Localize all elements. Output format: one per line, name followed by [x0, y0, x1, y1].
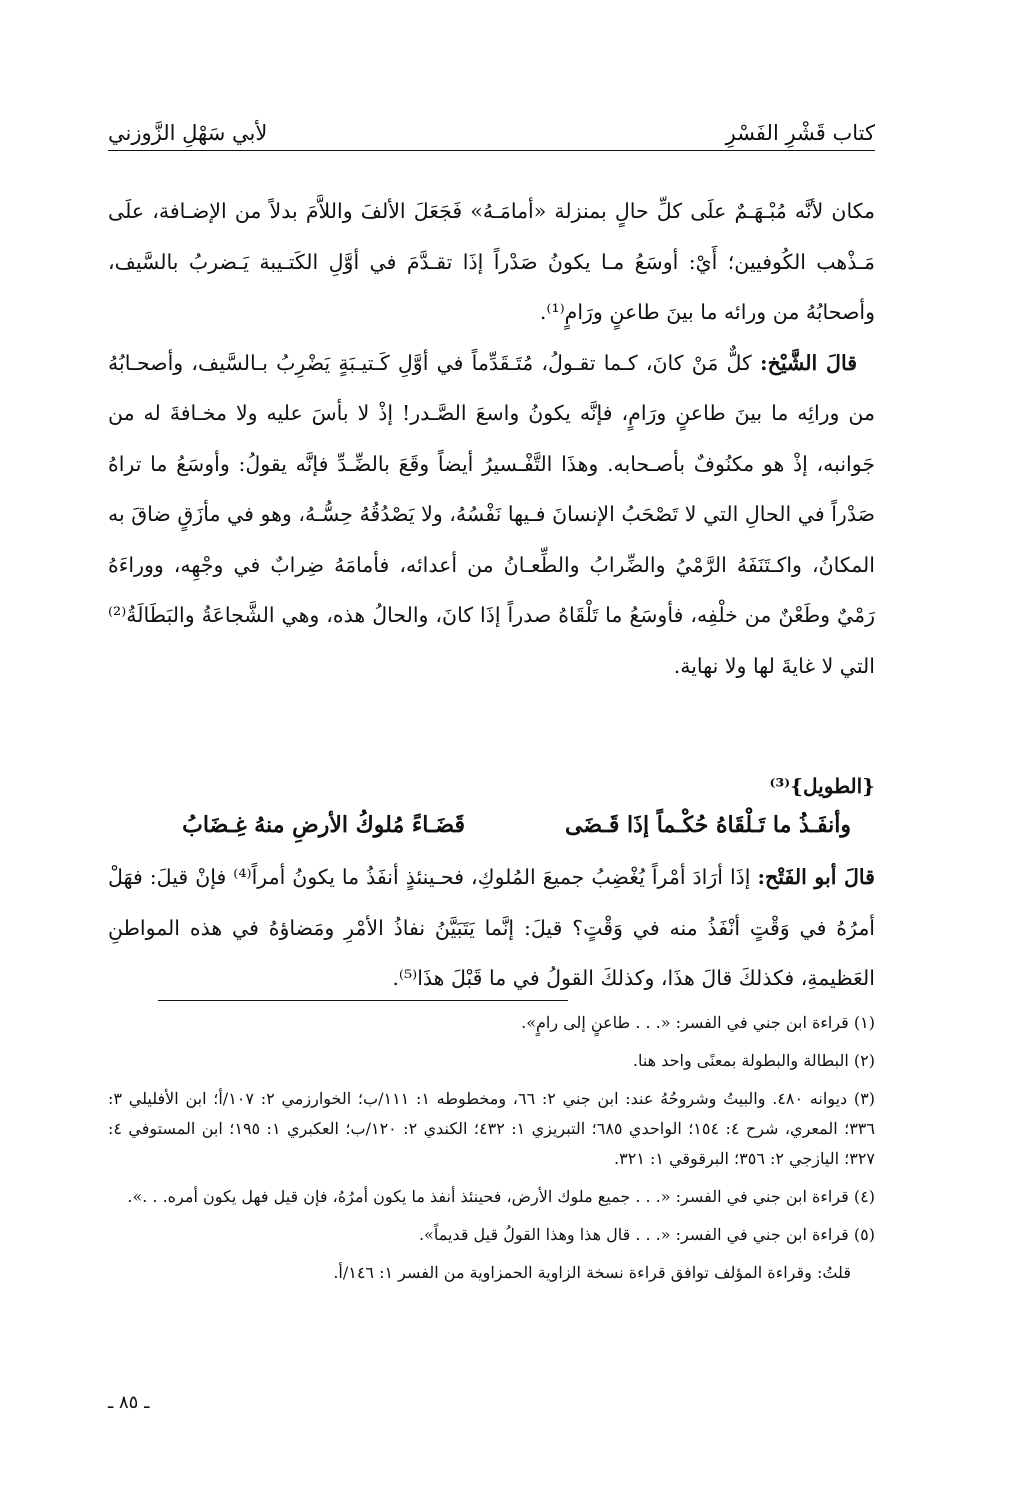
- page-number: ـ ٨٥ ـ: [108, 1392, 150, 1413]
- commentary: [108, 852, 875, 1004]
- verse-line: [108, 800, 875, 850]
- author-name: لأبي سَهْلِ الزَّوزني: [108, 121, 268, 145]
- verse-hemistich-1: وأنفَـذُ ما تَـلْقَاهُ حُكْـماً إذَا قَـضَى: [565, 812, 851, 838]
- commentary-paragraph: [108, 852, 875, 1004]
- running-head: [108, 108, 875, 148]
- footnote-2: (٢) البطالة والبطولة بمعنًى واحد هنا.: [632, 1051, 875, 1070]
- footnote-3: (٣) ديوانه ٤٨٠. والبيتُ وشروحُهُ عند: ابن جني ٢: ٦٦، ومخطوطه ١: ١١١/ب؛ الخوارزمي ٢: ١٠٧/أ؛ ابن الأفليلي ٣: ٣٣٦؛ المعري، شرح ٤: ١٥٤؛ الواحدي ٦٨٥؛ التبريزي ١: ٤٣٢؛ الكندي ٢: ١٢٠/ب؛ العكبري ١: ١٩٥؛ ابن المستوفي ٤: ٣٢٧؛ اليازجي ٢: ٣٥٦؛ البرقوقي ١: ٣٢١.: [108, 1089, 875, 1168]
- paragraph-1: مكان لأنَّه مُبْـهَـمٌ علَى كلِّ حالٍ بمنزلة «أمامَـهُ» فَجَعَلَ الألفَ واللاَّمَ بدلاً من الإضـافة، علَى مَـذْهب الكُوفيين؛ أَيْ: أوسَعُ مـا يكونُ صَدْراً إذَا تقـدَّمَ في أوَّلِ الكَتـيبة يَـضربُ بالسَّيف، وأصحابُهُ من ورائه ما بينَ طاعنٍ ورَامٍ⁽¹⁾.: [108, 199, 875, 324]
- paragraph-2-text: كلٌّ مَنْ كانَ، كـما تقـولُ، مُتَـقَدِّماً في أوَّلِ كَـتيـبَةٍ يَضْرِبُ بـالسَّيف، وأصحـابُهُ من ورائِه ما بينَ طاعنٍ ورَامٍ، فإنَّه يكونُ واسعَ الصَّـدر! إذْ لا بأسَ عليه ولا مخـافةَ له من جَوانبه، إذْ هو مكنُوفٌ بأصـحابه. وهذَا التَّفْـسيرُ أيضاً وقَعَ بالضِّـدِّ فإنَّه يقولُ: وأوسَعُ ما تراهُ صَدْراً في الحالِ التي لا تَصْحَبُ الإنسانَ فـيها نَفْسُهُ، ولا يَصْدُقُهُ حِسُّـهُ، وهو في مأزَقٍ ضاقَ به المكانُ، واكـتَنَفَهُ الرَّمْيُ والضِّرابُ والطِّعـانُ من أعدائه، فأمامَهُ ضِرابٌ في وجْهِه، ووراءَهُ رَمْيٌ وطَعْنٌ من خلْفِه، فأوسَعُ ما تَلْقَاهُ صدراً إذَا كانَ، والحالُ هذه، وهي الشَّجاعَةُ والبَطَالَةُ⁽²⁾ التي لا غايةَ لها ولا نهاية.: [108, 350, 875, 678]
- book-title: كتاب قَشْرِ الفَسْرِ: [725, 121, 875, 145]
- header-rule: [108, 150, 875, 151]
- commentary-speaker: قالَ أبو الفَتْح:: [757, 865, 875, 889]
- footnote-1: (١) قراءة ابن جني في الفسر: «. . . طاعنٍ إلى رامٍ».: [521, 1013, 875, 1032]
- paragraph-2: [108, 338, 875, 692]
- meter-label: {الطويل}⁽³⁾: [769, 774, 875, 798]
- meter-block: [108, 768, 875, 804]
- main-text: [108, 186, 875, 691]
- footnote-5: (٥) قراءة ابن جني في الفسر: «. . . قال هذا وهذا القولُ قيل قديماً».: [418, 1225, 875, 1244]
- footnote-5-note: قلتُ: وقراءة المؤلف توافق قراءة نسخة الزاوية الحمزاوية من الفسر ١: ١٤٦/أ.: [333, 1263, 851, 1282]
- footnote-4: (٤) قراءة ابن جني في الفسر: «. . . جميع ملوك الأرض، فحينئذ أنفذ ما يكون أمرُهُ، فإن قيل فهل يكون أمره. . .».: [127, 1187, 875, 1206]
- footnote-rule: [158, 1000, 568, 1001]
- speaker-label: قالَ الشَّيْخ:: [760, 350, 857, 375]
- footnotes: [108, 1008, 875, 1296]
- commentary-text: إذَا أرَادَ أمْراً يُغْضِبُ جميعَ المُلوكِ، فحـينئذٍ أنفَذُ ما يكونُ أمراً⁽⁴⁾ فإنْ قيلَ: فهَلْ أمرُهُ في وَقْتٍ أنْفَذُ منه في وَقْتٍ؟ قيلَ: إنَّما يَتَبَيَّنُ نفاذُ الأمْرِ ومَضاؤهُ في هذه المواطنِ العَظيمةِ، فكذلكَ قالَ هذَا، وكذلكَ القولُ في ما قَبْلَ هذَا⁽⁵⁾.: [108, 865, 875, 990]
- verse-hemistich-2: قَضَـاءً مُلوكُ الأرضِ منهُ غِـضَابُ: [182, 812, 465, 838]
